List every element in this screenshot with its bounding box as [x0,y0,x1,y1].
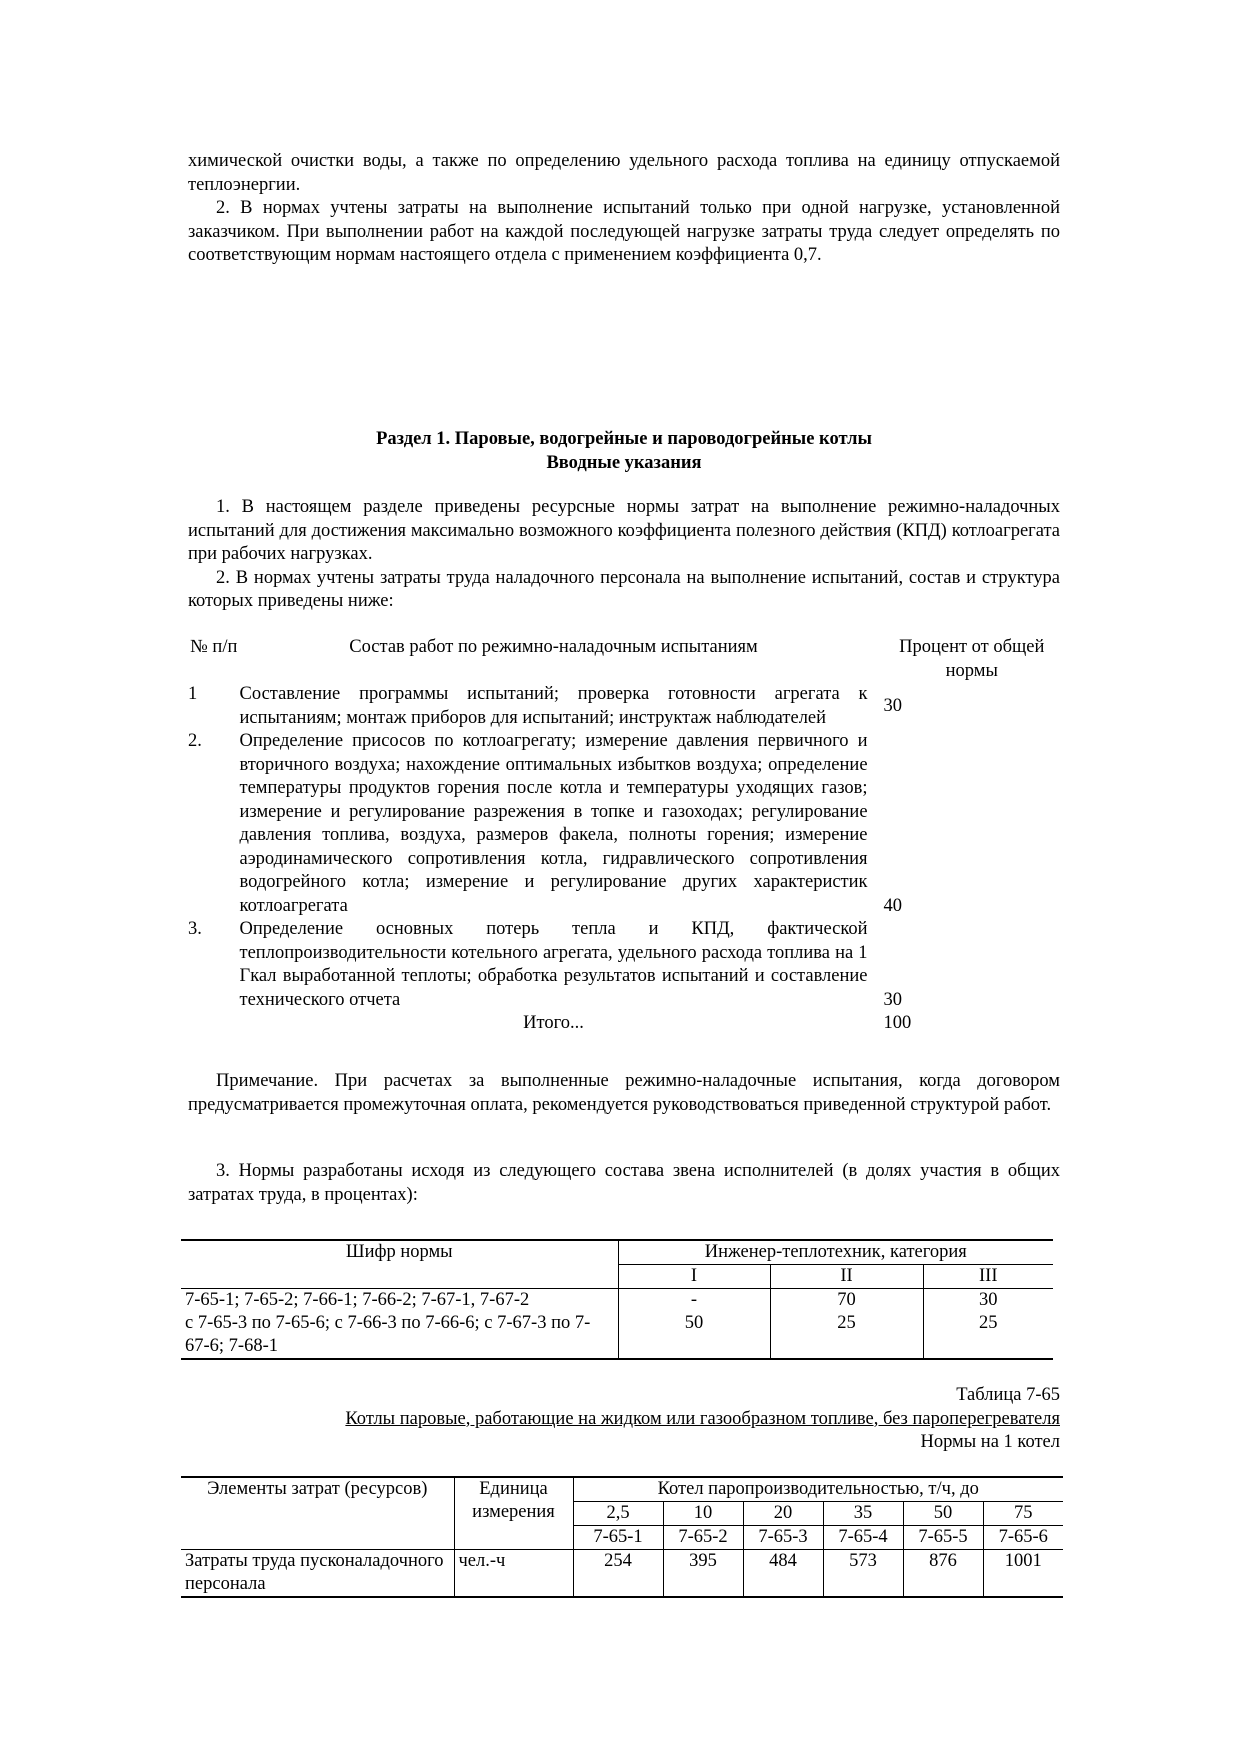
staff-category: II [770,1265,923,1289]
table65-head-elements: Элементы затрат (ресурсов) [181,1477,454,1550]
staff-row-value: 30 [923,1289,1053,1313]
intro-paragraph-1: химической очистки воды, а также по определению удельного расхода топлива на единицу отпускаемой теплоэнергии. [188,151,1060,195]
section-intro [188,496,1060,614]
works-total-label: Итого... [523,1013,584,1033]
works-head-pct: Процент от общей нормы [899,637,1045,681]
staff-intro-paragraph: 3. Нормы разработаны исходя из следующего состава звена исполнителей (в долях участия в общих затратах труда, в процентах): [188,1161,1060,1205]
staff-head-engineer: Инженер-теплотехник, категория [618,1240,1053,1265]
staff-composition-table [181,1239,1053,1360]
works-row-pct: 30 [883,695,903,716]
table-row [188,730,1060,918]
table-row [181,1289,1053,1313]
table65-head-boiler: Котел паропроизводительностью, т/ч, до [573,1477,1063,1502]
note-text [188,1070,1060,1117]
staff-intro [188,1160,1060,1207]
table65-row-value: 573 [823,1550,903,1598]
table65-code: 7-65-5 [903,1526,983,1550]
staff-row-value: 25 [770,1312,923,1359]
table65-code: 7-65-3 [743,1526,823,1550]
works-structure-table [188,636,1060,1036]
table65-row-value: 254 [573,1550,663,1598]
staff-category: III [923,1265,1053,1289]
intro-paragraph-2: 2. В нормах учтены затраты на выполнение испытаний только при одной нагрузке, установленной заказчиком. При выполнении работ на каждой последующей нагрузке затраты труда следует определять по соответствующим нормам настоящего отдела с применением коэффициента 0,7. [188,198,1060,265]
works-total-row [188,1012,1060,1036]
table65-capacity: 50 [903,1502,983,1526]
table-row [181,1312,1053,1359]
section-heading [188,428,1060,475]
works-total-value: 100 [883,1013,912,1033]
table65-row-value: 1001 [983,1550,1063,1598]
table65-code: 7-65-6 [983,1526,1063,1550]
staff-category: I [618,1265,770,1289]
staff-row-value: 25 [923,1312,1053,1359]
table65-code: 7-65-4 [823,1526,903,1550]
staff-head-code: Шифр нормы [181,1240,618,1289]
table65-row-unit: чел.-ч [454,1550,573,1598]
staff-row-value: - [618,1289,770,1313]
works-row-num: 1 [188,684,198,704]
works-row-text: Определение основных потерь тепла и КПД, фактической теплопроизводительности котельного агрегата, удельного расхода топлива на 1 Гкал выработанной теплоты; обработка результатов испытаний и составление технического отчета [239,919,868,1010]
staff-header-row [181,1240,1053,1265]
table65-header-row [181,1477,1063,1502]
works-row-num: 2. [188,731,202,751]
works-head-work: Состав работ по режимно-наладочным испытаниям [349,637,758,657]
table65-title: Котлы паровые, работающие на жидком или газообразном топливе, без пароперегревателя [345,1408,1060,1429]
table65-capacity: 35 [823,1502,903,1526]
staff-row-value: 50 [618,1312,770,1359]
section-paragraph-1: 1. В настоящем разделе приведены ресурсные нормы затрат на выполнение режимно-наладочных испытаний для достижения максимально возможного коэффициента полезного действия (КПД) котлоагрегата при рабочих нагрузках. [188,497,1060,564]
table65-capacity: 2,5 [573,1502,663,1526]
table65-capacity: 10 [663,1502,743,1526]
works-row-num: 3. [188,919,202,939]
table65-capacity: 75 [983,1502,1063,1526]
works-row-pct: 30 [883,989,903,1010]
section-title: Раздел 1. Паровые, водогрейные и пароводогрейные котлы [376,429,872,449]
table65-head-unit: Единица измерения [454,1477,573,1550]
table65 [181,1476,1063,1598]
intro-text [188,150,1060,268]
works-row-pct: 40 [883,895,903,916]
table65-capacity: 20 [743,1502,823,1526]
table65-caption [188,1384,1060,1455]
section-subtitle: Вводные указания [546,452,702,473]
table65-code: 7-65-2 [663,1526,743,1550]
table65-row-value: 484 [743,1550,823,1598]
table65-label: Таблица 7-65 [956,1385,1060,1405]
table65-row-value: 876 [903,1550,983,1598]
table65-code: 7-65-1 [573,1526,663,1550]
works-header-row [188,636,1060,683]
note-paragraph: Примечание. При расчетах за выполненные режимно-наладочные испытания, когда договором предусматривается промежуточная оплата, рекомендуется руководствоваться приведенной структурой работ. [188,1071,1060,1115]
table-row [188,918,1060,1012]
table65-norms: Нормы на 1 котел [920,1432,1060,1452]
staff-row-value: 70 [770,1289,923,1313]
staff-row-code: 7-65-1; 7-65-2; 7-66-1; 7-66-2; 7-67-1, 7-67-2 [181,1289,618,1313]
works-head-num: № п/п [190,637,238,657]
staff-row-code: с 7-65-3 по 7-65-6; с 7-66-3 по 7-66-6; с 7-67-3 по 7-67-6; 7-68-1 [181,1312,618,1359]
works-row-text: Составление программы испытаний; проверка готовности агрегата к испытаниям; монтаж приборов для испытаний; инструктаж наблюдателей [239,684,868,728]
table65-row-value: 395 [663,1550,743,1598]
table-row [188,683,1060,730]
section-paragraph-2: 2. В нормах учтены затраты труда наладочного персонала на выполнение испытаний, состав и структура которых приведены ниже: [188,567,1060,611]
table-row [181,1550,1063,1598]
table65-row-element: Затраты труда пусконаладочного персонала [181,1550,454,1598]
works-row-text: Определение присосов по котлоагрегату; измерение давления первичного и вторичного воздуха; нахождение оптимальных избытков воздуха; определение температуры продуктов горения после котла и температуры уходящих газов; измерение и регулирование разрежения в топке и газоходах; регулирование давления топлива, воздуха, размеров факела, полноты горения; измерение аэродинамического сопротивления котла, гидравлического сопротивления водогрейного котла; измерение и регулирование других характеристик котлоагрегата [239,731,868,916]
